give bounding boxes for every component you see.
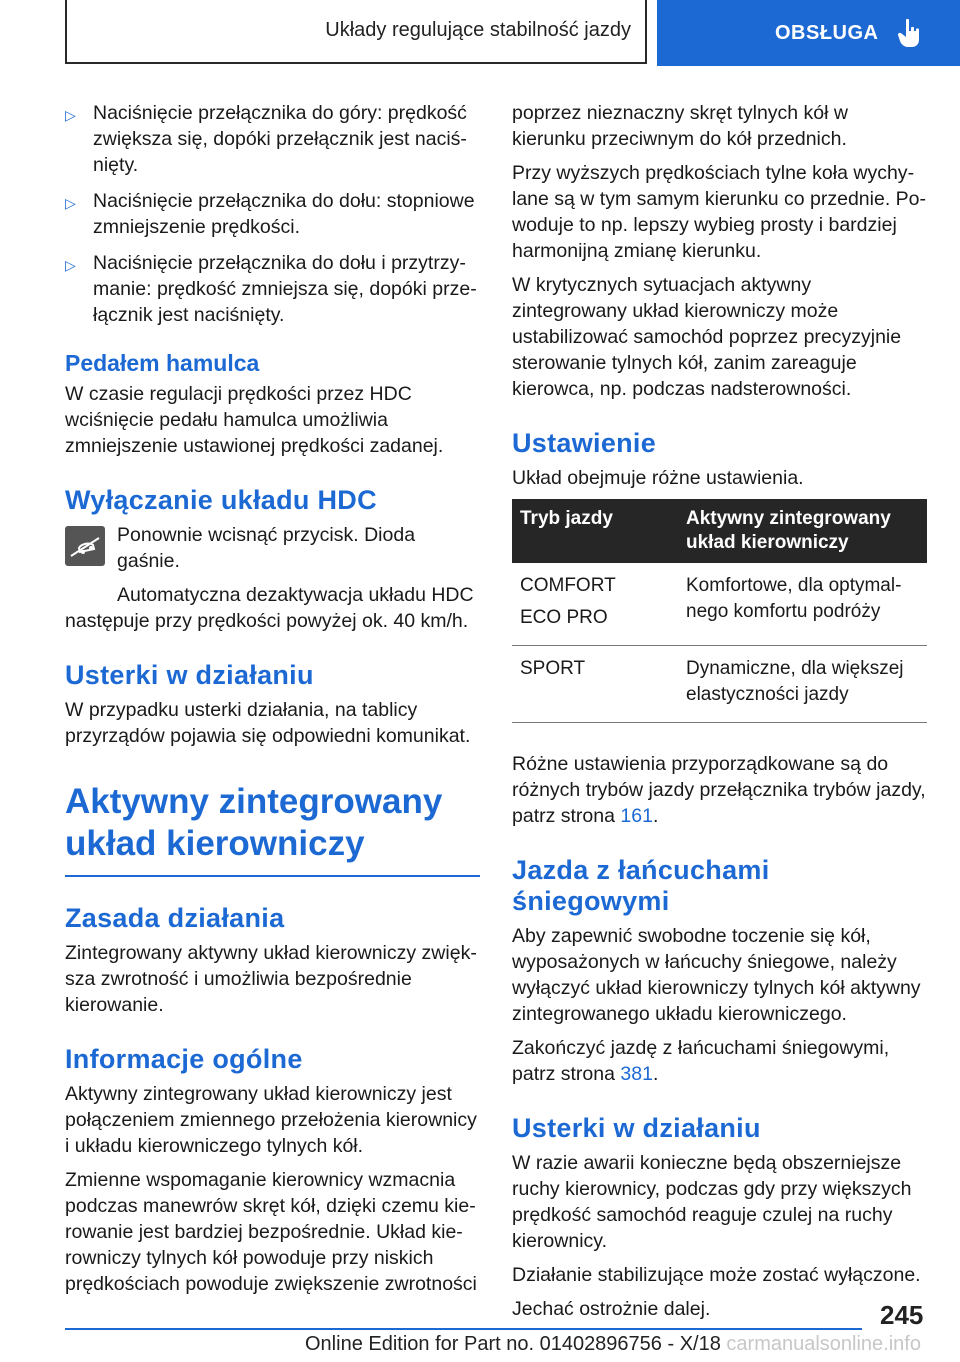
triangle-bullet-icon: ▷ <box>65 257 76 273</box>
mode-name: COMFORT <box>520 575 616 596</box>
list-item <box>65 100 480 178</box>
settings-heading: Ustawienie <box>512 428 657 458</box>
fault-heading: Usterki w działaniu <box>65 660 314 690</box>
mode-cell <box>512 646 678 723</box>
fault2-heading: Usterki w działaniu <box>512 1113 761 1143</box>
description-cell: Komfortowe, dla optymalnego komfortu podróży <box>678 563 927 646</box>
table-header-row <box>512 499 927 563</box>
fault2-text1: W razie awarii konieczne będą obszerniejsze ruchy kierownicy, podczas gdy przy większych prędkość samochód reaguje czulej na ruchy kierownicy. <box>512 1152 912 1252</box>
hand-pointer-icon <box>897 18 923 48</box>
principle-heading: Zasada działania <box>65 903 285 933</box>
footer-divider <box>65 1328 862 1330</box>
chains-text2-body: Zakończyć jazdę z łańcuchami śniegowymi, patrz strona <box>512 1037 890 1085</box>
main-heading: Aktywny zintegrowany układ kierowniczy <box>65 781 480 877</box>
cont-text3: W krytycznych sytuacjach aktywny zintegrowany układ kierowniczy może ustabilizować samochód poprzez precyzyjnie sterowanie tylnych kół, zanim zareaguje kierowca, np. podczas nadsterowności. <box>512 274 902 400</box>
cont-text1: poprzez nieznaczny skręt tylnych kół w kierunku przeciwnym do kół przednich. <box>512 102 848 150</box>
general-text1: Aktywny zintegrowany układ kierowniczy jest połączeniem zmiennego przełożenia kierownicy i układu kierowniczego tylnych kół. <box>65 1083 477 1157</box>
brake-heading: Pedałem hamulca <box>65 350 260 376</box>
section-title-box <box>65 0 647 64</box>
brake-text: W czasie regulacji prędkości przez HDC wciśnięcie pedału hamulca umożliwia zmniejszenie ustawionej prędkości zadanej. <box>65 383 444 457</box>
section-title: Układy regulujące stabilność jazdy <box>325 18 631 41</box>
settings-note-text: Różne ustawienia przyporządkowane są do różnych trybów jazdy przełącznika trybów jazdy, patrz strona <box>512 753 926 827</box>
settings-intro: Układ obejmuje różne ustawienia. <box>512 467 804 489</box>
mode-name: SPORT <box>520 658 586 679</box>
edition-text: Online Edition for Part no. 01402896756 - X/18 <box>305 1333 721 1355</box>
settings-note <box>512 751 927 829</box>
triangle-bullet-icon: ▷ <box>65 195 76 211</box>
fault-text: W przypadku usterki działania, na tablicy przyrządów pojawia się odpowiedni komunikat. <box>65 699 471 747</box>
general-text2: Zmienne wspomaganie kierownicy wzmacnia podczas manewrów skręt kół, dzięki czemu kierowanie jest bardziej bezpośrednie. Układ kierowniczy tylnych kół powoduje przy niskich prędkościach powoduje zwiększenie zwrotności <box>65 1169 477 1295</box>
principle-text: Zintegrowany aktywny układ kierowniczy zwiększa zwrotność i umożliwia bezpośrednie kierowanie. <box>65 942 477 1016</box>
description-cell: Dynamiczne, dla większej elastyczności jazdy <box>678 646 927 723</box>
page-link[interactable]: 161 <box>620 805 653 827</box>
bullet-text: Naciśnięcie przełącznika do dołu i przytrzymanie: prędkość zmniejsza się, dopóki przełącznik jest naciśnięty. <box>93 252 477 326</box>
chains-text1: Aby zapewnić swobodne toczenie się kół, wyposażonych w łańcuchy śniegowe, należy wyłączyć układ kierowniczy tylnych kół aktywny zintegrowanego układu kierowniczego. <box>512 925 921 1025</box>
bullet-text: Naciśnięcie przełącznika do góry: prędkość zwiększa się, dopóki przełącznik jest naciśnięty. <box>93 102 467 176</box>
page-number: 245 <box>880 1300 924 1330</box>
footer <box>305 1333 921 1356</box>
left-column <box>65 100 480 1305</box>
list-item <box>65 188 480 240</box>
watermark: carmanualsonline.info <box>726 1333 921 1355</box>
fault2-text2: Działanie stabilizujące może zostać wyłączone. <box>512 1264 921 1286</box>
page-header <box>0 0 960 66</box>
cont-text2: Przy wyższych prędkościach tylne koła wychylane są w tym samym kierunku co przednie. Powoduje to np. lepszy wybieg prosty i bardziej harmonijną zmianę kierunku. <box>512 162 927 262</box>
mode-name: ECO PRO <box>520 607 608 628</box>
chapter-tab <box>657 0 960 66</box>
hdc-off-text1: Ponownie wcisnąć przycisk. Dioda gaśnie. <box>117 524 416 572</box>
table-row <box>512 563 927 646</box>
general-heading: Informacje ogólne <box>65 1044 303 1074</box>
settings-note-end: . <box>652 805 659 827</box>
bullet-text: Naciśnięcie przełącznika do dołu: stopniowe zmniejszenie prędkości. <box>93 190 475 238</box>
table-row <box>512 646 927 723</box>
hdc-off-row <box>65 522 480 574</box>
hill-descent-control-icon <box>65 526 105 566</box>
hdc-off-text2: Automatyczna dezaktywacja układu HDC następuje przy prędkości powyżej ok. 40 km/h. <box>65 584 474 632</box>
fault2-text3: Jechać ostrożnie dalej. <box>512 1298 711 1320</box>
triangle-bullet-icon: ▷ <box>65 107 76 123</box>
page-link[interactable]: 381 <box>620 1063 653 1085</box>
chains-heading: Jazda z łańcuchami śniegowymi <box>512 855 770 916</box>
hdc-off-heading: Wyłączanie układu HDC <box>65 485 377 515</box>
column-header: Tryb jazdy <box>512 499 678 563</box>
chains-text2 <box>512 1035 927 1087</box>
chains-text2-end: . <box>652 1063 659 1085</box>
chapter-tab-label: OBSŁUGA <box>775 21 879 44</box>
right-column <box>512 100 927 1330</box>
column-header: Aktywny zintegrowany układ kierowniczy <box>678 499 927 563</box>
settings-table <box>512 499 927 723</box>
mode-cell <box>512 563 678 646</box>
list-item <box>65 250 480 328</box>
